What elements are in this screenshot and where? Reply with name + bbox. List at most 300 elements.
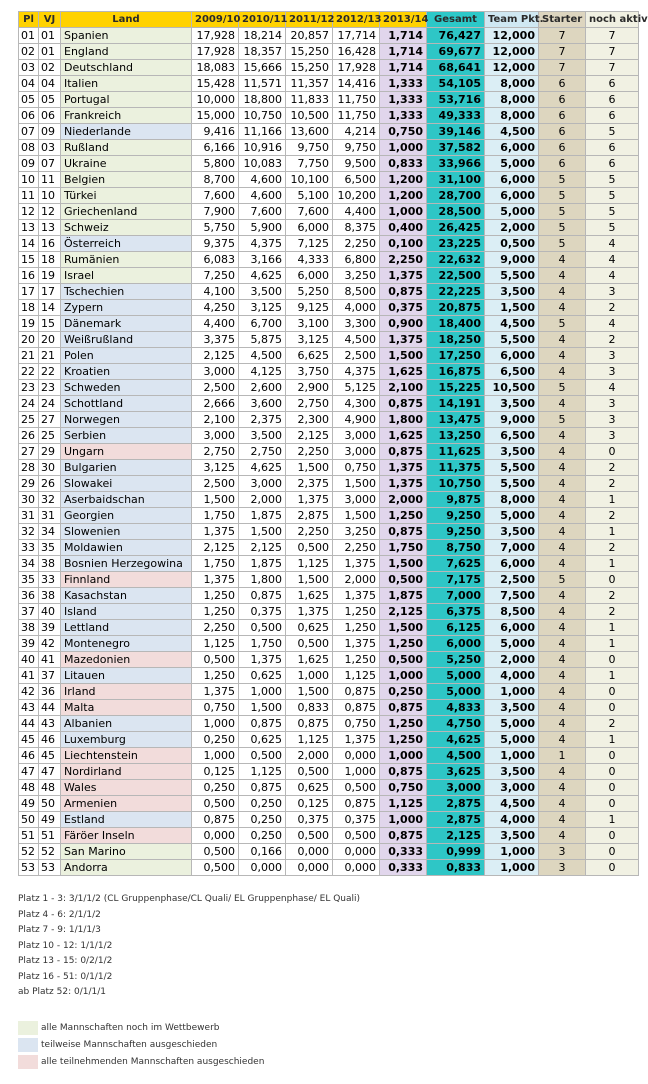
table-row [19,828,639,844]
cell-team-pkt: 1,000 [485,844,539,860]
cell-starter: 7 [539,44,586,60]
cell-gesamt: 22,632 [427,252,485,268]
cell-2012-13: 10,200 [333,188,380,204]
cell-2012-13: 6,500 [333,172,380,188]
cell-land: Albanien [61,716,192,732]
cell-noch-aktiv: 4 [586,380,639,396]
col-header-2012-13: 2012/13 [333,12,380,28]
cell-noch-aktiv: 0 [586,700,639,716]
cell-team-pkt: 5,500 [485,476,539,492]
cell-gesamt: 10,750 [427,476,485,492]
cell-starter: 4 [539,524,586,540]
cell-starter: 4 [539,332,586,348]
cell-pl: 22 [19,364,39,380]
cell-noch-aktiv: 3 [586,348,639,364]
cell-pl: 26 [19,428,39,444]
cell-noch-aktiv: 0 [586,828,639,844]
cell-vj: 04 [39,76,61,92]
cell-noch-aktiv: 1 [586,524,639,540]
table-row [19,684,639,700]
cell-team-pkt: 5,500 [485,268,539,284]
cell-starter: 4 [539,348,586,364]
table-row [19,348,639,364]
cell-team-pkt: 3,500 [485,700,539,716]
cell-team-pkt: 3,500 [485,764,539,780]
cell-2009-10: 0,000 [192,828,239,844]
table-row [19,124,639,140]
cell-2011-12: 2,900 [286,380,333,396]
cell-2009-10: 1,750 [192,556,239,572]
cell-2013-14: 2,125 [380,604,427,620]
cell-team-pkt: 5,000 [485,636,539,652]
cell-pl: 10 [19,172,39,188]
cell-vj: 15 [39,316,61,332]
cell-2012-13: 3,300 [333,316,380,332]
cell-2011-12: 6,000 [286,268,333,284]
cell-pl: 06 [19,108,39,124]
cell-2011-12: 2,125 [286,428,333,444]
cell-starter: 4 [539,780,586,796]
cell-pl: 07 [19,124,39,140]
cell-2010-11: 1,500 [239,700,286,716]
cell-2012-13: 0,375 [333,812,380,828]
cell-2013-14: 1,250 [380,716,427,732]
cell-land: Griechenland [61,204,192,220]
cell-starter: 1 [539,748,586,764]
cell-2013-14: 1,250 [380,636,427,652]
cell-starter: 6 [539,92,586,108]
cell-2010-11: 1,875 [239,508,286,524]
cell-2010-11: 0,500 [239,748,286,764]
cell-2011-12: 0,000 [286,860,333,876]
cell-2013-14: 0,750 [380,780,427,796]
cell-2010-11: 0,166 [239,844,286,860]
table-row [19,700,639,716]
cell-2010-11: 4,625 [239,460,286,476]
cell-2009-10: 6,166 [192,140,239,156]
cell-team-pkt: 1,000 [485,860,539,876]
cell-land: Polen [61,348,192,364]
cell-2012-13: 0,750 [333,460,380,476]
cell-starter: 4 [539,364,586,380]
cell-vj: 10 [39,188,61,204]
cell-land: Ukraine [61,156,192,172]
cell-2010-11: 3,166 [239,252,286,268]
cell-gesamt: 15,225 [427,380,485,396]
cell-noch-aktiv: 2 [586,588,639,604]
table-row [19,300,639,316]
table-row [19,556,639,572]
cell-team-pkt: 5,000 [485,204,539,220]
cell-2012-13: 1,500 [333,508,380,524]
table-row [19,460,639,476]
cell-2012-13: 3,250 [333,268,380,284]
cell-team-pkt: 7,000 [485,540,539,556]
cell-vj: 38 [39,588,61,604]
cell-gesamt: 6,000 [427,636,485,652]
cell-pl: 01 [19,28,39,44]
uefa-coefficient-table [18,11,648,876]
cell-2009-10: 7,250 [192,268,239,284]
cell-2013-14: 1,375 [380,268,427,284]
cell-2010-11: 1,500 [239,524,286,540]
cell-noch-aktiv: 5 [586,220,639,236]
cell-pl: 33 [19,540,39,556]
cell-2011-12: 5,100 [286,188,333,204]
cell-2010-11: 18,357 [239,44,286,60]
cell-land: Belgien [61,172,192,188]
cell-starter: 4 [539,540,586,556]
table-row [19,396,639,412]
cell-vj: 12 [39,204,61,220]
cell-2012-13: 0,500 [333,780,380,796]
table-row [19,860,639,876]
cell-2013-14: 1,714 [380,28,427,44]
cell-pl: 29 [19,476,39,492]
table-row [19,92,639,108]
cell-gesamt: 69,677 [427,44,485,60]
cell-2013-14: 0,400 [380,220,427,236]
cell-vj: 36 [39,684,61,700]
table-row [19,428,639,444]
cell-2010-11: 1,000 [239,684,286,700]
cell-starter: 4 [539,620,586,636]
cell-2010-11: 5,875 [239,332,286,348]
cell-land: Norwegen [61,412,192,428]
table-row [19,796,639,812]
cell-vj: 47 [39,764,61,780]
cell-2013-14: 1,125 [380,796,427,812]
cell-starter: 5 [539,572,586,588]
table-row [19,636,639,652]
table-row [19,172,639,188]
cell-2009-10: 3,000 [192,364,239,380]
color-legend [18,1021,264,1072]
col-header-land: Land [61,12,192,28]
cell-2011-12: 0,500 [286,540,333,556]
note-line: ab Platz 52: 0/1/1/1 [18,987,106,997]
cell-noch-aktiv: 1 [586,732,639,748]
cell-2013-14: 1,800 [380,412,427,428]
legend-item [18,1055,264,1069]
cell-2012-13: 1,500 [333,476,380,492]
cell-pl: 42 [19,684,39,700]
table-row [19,60,639,76]
cell-noch-aktiv: 3 [586,428,639,444]
cell-2009-10: 3,375 [192,332,239,348]
cell-team-pkt: 12,000 [485,28,539,44]
cell-2009-10: 18,083 [192,60,239,76]
cell-2010-11: 3,500 [239,428,286,444]
cell-2012-13: 0,500 [333,828,380,844]
cell-2013-14: 0,875 [380,444,427,460]
cell-starter: 7 [539,28,586,44]
cell-2011-12: 6,625 [286,348,333,364]
cell-vj: 24 [39,396,61,412]
cell-2013-14: 0,875 [380,524,427,540]
cell-vj: 35 [39,540,61,556]
cell-2010-11: 10,750 [239,108,286,124]
table-row [19,44,639,60]
cell-2012-13: 0,000 [333,748,380,764]
cell-land: Moldawien [61,540,192,556]
cell-land: Weißrußland [61,332,192,348]
cell-team-pkt: 3,500 [485,284,539,300]
cell-2010-11: 0,500 [239,620,286,636]
cell-vj: 32 [39,492,61,508]
cell-land: Tschechien [61,284,192,300]
cell-pl: 40 [19,652,39,668]
cell-team-pkt: 7,500 [485,588,539,604]
cell-starter: 3 [539,844,586,860]
cell-2009-10: 2,250 [192,620,239,636]
cell-team-pkt: 4,000 [485,668,539,684]
cell-gesamt: 7,175 [427,572,485,588]
cell-vj: 45 [39,748,61,764]
table-row [19,844,639,860]
cell-team-pkt: 8,000 [485,92,539,108]
cell-pl: 30 [19,492,39,508]
table-row [19,364,639,380]
cell-starter: 4 [539,428,586,444]
cell-vj: 21 [39,348,61,364]
cell-2010-11: 15,666 [239,60,286,76]
col-header-2009-10: 2009/10 [192,12,239,28]
table-row [19,476,639,492]
cell-land: Färöer Inseln [61,828,192,844]
cell-2010-11: 4,500 [239,348,286,364]
cell-vj: 03 [39,140,61,156]
cell-gesamt: 11,625 [427,444,485,460]
cell-pl: 46 [19,748,39,764]
cell-pl: 38 [19,620,39,636]
cell-2010-11: 1,125 [239,764,286,780]
cell-vj: 44 [39,700,61,716]
cell-vj: 43 [39,716,61,732]
cell-2012-13: 1,125 [333,668,380,684]
cell-vj: 05 [39,92,61,108]
cell-2012-13: 2,250 [333,540,380,556]
cell-gesamt: 4,500 [427,748,485,764]
table-row [19,588,639,604]
cell-2011-12: 7,600 [286,204,333,220]
table-row [19,380,639,396]
cell-noch-aktiv: 0 [586,860,639,876]
cell-land: Niederlande [61,124,192,140]
cell-2009-10: 1,125 [192,636,239,652]
cell-starter: 4 [539,476,586,492]
cell-starter: 5 [539,380,586,396]
cell-2013-14: 1,750 [380,540,427,556]
cell-starter: 7 [539,60,586,76]
cell-2011-12: 10,500 [286,108,333,124]
cell-land: Kroatien [61,364,192,380]
cell-2012-13: 0,875 [333,796,380,812]
cell-land: Estland [61,812,192,828]
cell-vj: 34 [39,524,61,540]
cell-noch-aktiv: 2 [586,716,639,732]
cell-noch-aktiv: 2 [586,508,639,524]
cell-noch-aktiv: 2 [586,332,639,348]
cell-team-pkt: 5,500 [485,332,539,348]
cell-noch-aktiv: 3 [586,396,639,412]
cell-gesamt: 76,427 [427,28,485,44]
legend-item [18,1021,264,1035]
cell-team-pkt: 6,000 [485,140,539,156]
cell-2010-11: 0,875 [239,780,286,796]
cell-2012-13: 1,250 [333,604,380,620]
cell-noch-aktiv: 3 [586,364,639,380]
cell-2012-13: 3,000 [333,444,380,460]
cell-vj: 25 [39,428,61,444]
cell-team-pkt: 9,000 [485,412,539,428]
cell-team-pkt: 4,500 [485,796,539,812]
cell-noch-aktiv: 7 [586,60,639,76]
cell-pl: 39 [19,636,39,652]
cell-2013-14: 1,250 [380,508,427,524]
cell-2012-13: 0,000 [333,860,380,876]
cell-2013-14: 0,875 [380,828,427,844]
cell-2009-10: 1,375 [192,572,239,588]
table-row [19,316,639,332]
cell-noch-aktiv: 7 [586,44,639,60]
cell-team-pkt: 6,500 [485,428,539,444]
cell-starter: 5 [539,412,586,428]
cell-2011-12: 1,625 [286,588,333,604]
cell-noch-aktiv: 0 [586,652,639,668]
cell-vj: 51 [39,828,61,844]
cell-2010-11: 18,800 [239,92,286,108]
cell-2009-10: 2,500 [192,380,239,396]
cell-pl: 05 [19,92,39,108]
cell-2012-13: 4,214 [333,124,380,140]
cell-2009-10: 1,000 [192,748,239,764]
cell-2011-12: 1,000 [286,668,333,684]
cell-pl: 14 [19,236,39,252]
cell-land: Schweden [61,380,192,396]
cell-2010-11: 3,000 [239,476,286,492]
cell-gesamt: 17,250 [427,348,485,364]
cell-team-pkt: 3,500 [485,524,539,540]
cell-team-pkt: 12,000 [485,60,539,76]
cell-2010-11: 4,625 [239,268,286,284]
cell-gesamt: 18,250 [427,332,485,348]
cell-noch-aktiv: 1 [586,556,639,572]
cell-2009-10: 2,125 [192,348,239,364]
cell-2009-10: 1,750 [192,508,239,524]
cell-vj: 06 [39,108,61,124]
cell-2009-10: 3,125 [192,460,239,476]
cell-starter: 4 [539,812,586,828]
cell-2013-14: 1,625 [380,364,427,380]
cell-pl: 44 [19,716,39,732]
cell-2013-14: 1,375 [380,476,427,492]
cell-2011-12: 5,250 [286,284,333,300]
legend-label: alle teilnehmenden Mannschaften ausgeschieden [41,1057,265,1067]
cell-2010-11: 4,600 [239,188,286,204]
cell-2009-10: 2,125 [192,540,239,556]
cell-2013-14: 2,250 [380,252,427,268]
cell-gesamt: 11,375 [427,460,485,476]
cell-land: Irland [61,684,192,700]
cell-land: Rußland [61,140,192,156]
cell-gesamt: 6,375 [427,604,485,620]
cell-2012-13: 3,250 [333,524,380,540]
cell-gesamt: 0,999 [427,844,485,860]
cell-2010-11: 11,571 [239,76,286,92]
cell-2009-10: 9,375 [192,236,239,252]
cell-land: Mazedonien [61,652,192,668]
cell-pl: 03 [19,60,39,76]
cell-pl: 08 [19,140,39,156]
cell-land: Nordirland [61,764,192,780]
cell-2012-13: 4,900 [333,412,380,428]
cell-2010-11: 1,375 [239,652,286,668]
cell-pl: 17 [19,284,39,300]
cell-land: Deutschland [61,60,192,76]
cell-land: Serbien [61,428,192,444]
cell-2009-10: 4,250 [192,300,239,316]
table-row [19,716,639,732]
cell-noch-aktiv: 4 [586,316,639,332]
cell-team-pkt: 3,000 [485,780,539,796]
cell-2010-11: 4,600 [239,172,286,188]
cell-land: Island [61,604,192,620]
cell-pl: 28 [19,460,39,476]
cell-starter: 4 [539,252,586,268]
cell-gesamt: 5,000 [427,668,485,684]
cell-vj: 49 [39,812,61,828]
cell-noch-aktiv: 2 [586,300,639,316]
cell-2010-11: 1,750 [239,636,286,652]
cell-2010-11: 5,900 [239,220,286,236]
cell-team-pkt: 6,000 [485,556,539,572]
cell-2013-14: 0,375 [380,300,427,316]
cell-2010-11: 4,375 [239,236,286,252]
cell-starter: 3 [539,860,586,876]
cell-2009-10: 9,416 [192,124,239,140]
table-row [19,780,639,796]
col-header-gesamt: Gesamt [427,12,485,28]
table-row [19,652,639,668]
cell-2009-10: 3,000 [192,428,239,444]
cell-starter: 6 [539,156,586,172]
cell-starter: 5 [539,236,586,252]
cell-gesamt: 5,250 [427,652,485,668]
cell-2009-10: 4,100 [192,284,239,300]
cell-team-pkt: 12,000 [485,44,539,60]
cell-land: Israel [61,268,192,284]
cell-2013-14: 0,100 [380,236,427,252]
cell-2010-11: 4,125 [239,364,286,380]
cell-noch-aktiv: 0 [586,444,639,460]
table-row [19,140,639,156]
cell-team-pkt: 2,500 [485,572,539,588]
cell-vj: 42 [39,636,61,652]
cell-starter: 4 [539,604,586,620]
cell-land: Litauen [61,668,192,684]
cell-team-pkt: 5,000 [485,508,539,524]
col-header-pl: Pl [19,12,39,28]
cell-2010-11: 0,875 [239,716,286,732]
cell-gesamt: 7,625 [427,556,485,572]
cell-2011-12: 7,750 [286,156,333,172]
cell-team-pkt: 5,000 [485,732,539,748]
cell-land: Bosnien Herzegowina [61,556,192,572]
cell-noch-aktiv: 6 [586,108,639,124]
cell-noch-aktiv: 1 [586,812,639,828]
cell-team-pkt: 4,000 [485,812,539,828]
